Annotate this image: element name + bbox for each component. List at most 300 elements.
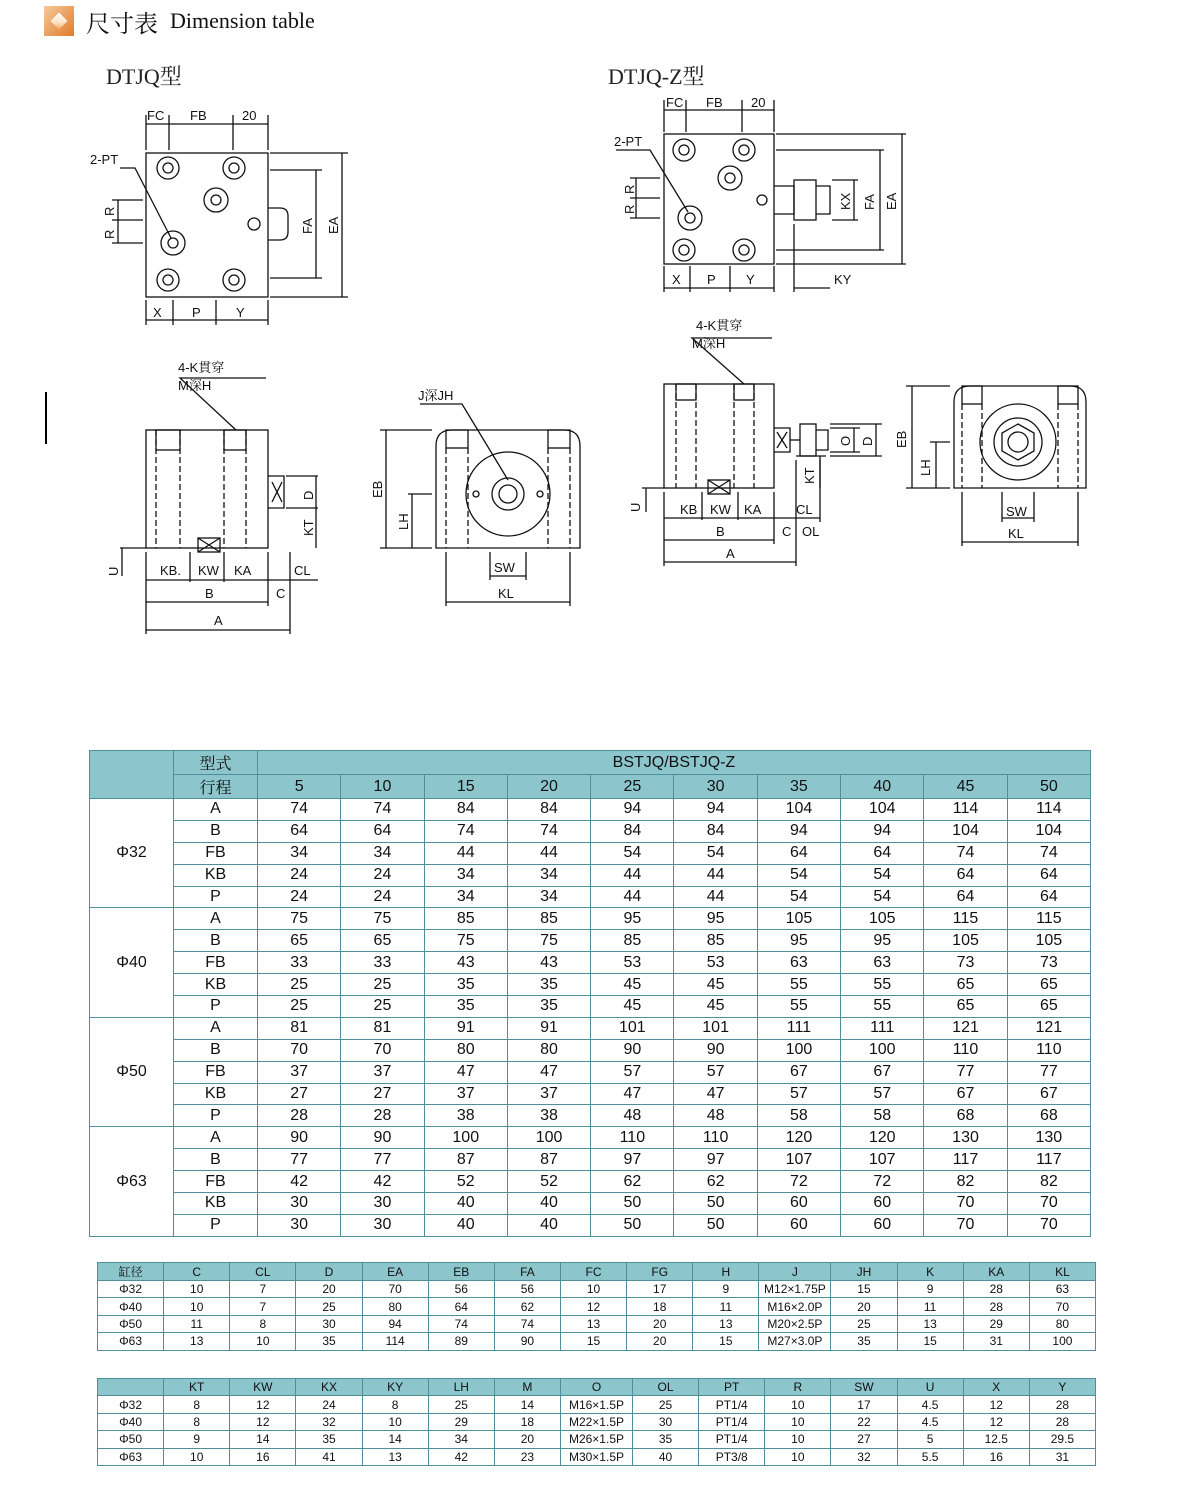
value-cell: 28	[1029, 1413, 1095, 1430]
label-y: Y	[236, 305, 245, 320]
value-cell: 30	[341, 1214, 424, 1236]
value-cell: 81	[341, 1017, 424, 1039]
value-cell: 42	[341, 1171, 424, 1193]
value-cell: 42	[428, 1448, 494, 1465]
value-cell: 84	[674, 820, 757, 842]
value-cell: 54	[841, 886, 924, 908]
value-cell: 70	[258, 1039, 341, 1061]
header-cell: X	[963, 1379, 1029, 1396]
header-cell: Y	[1029, 1379, 1095, 1396]
table-row	[98, 1281, 1096, 1298]
value-cell: 14	[494, 1396, 560, 1413]
value-cell: 62	[494, 1298, 560, 1315]
label-u: U	[106, 566, 121, 576]
dimension-name-cell: FB	[174, 952, 258, 974]
value-cell: 28	[963, 1281, 1029, 1298]
label-r-2: R	[102, 229, 117, 239]
value-cell: 100	[841, 1039, 924, 1061]
value-cell: 64	[428, 1298, 494, 1315]
value-cell: 91	[507, 1017, 590, 1039]
value-cell: 43	[424, 952, 507, 974]
header-cell: D	[296, 1263, 362, 1281]
table-row	[90, 1127, 1091, 1149]
value-cell: 44	[424, 842, 507, 864]
label-z-m-h: M深H	[692, 336, 726, 351]
value-cell: 64	[924, 886, 1007, 908]
value-cell: 38	[424, 1105, 507, 1127]
value-cell: 90	[258, 1127, 341, 1149]
table-row	[90, 952, 1091, 974]
value-cell: 130	[1007, 1127, 1090, 1149]
label-z-p: P	[707, 272, 716, 287]
label-z-r-1: R	[622, 184, 637, 194]
value-cell: 57	[674, 1061, 757, 1083]
stroke-label-cell: 行程	[174, 775, 258, 799]
label-p: P	[192, 305, 201, 320]
table-row	[90, 1214, 1091, 1236]
table-row	[90, 1017, 1091, 1039]
value-cell: 13	[693, 1315, 759, 1332]
value-cell: 37	[341, 1061, 424, 1083]
dimension-name-cell: KB	[174, 1083, 258, 1105]
table-row	[90, 799, 1091, 821]
header-cell: KW	[230, 1379, 296, 1396]
value-cell: 25	[831, 1315, 897, 1332]
value-cell: 15	[831, 1281, 897, 1298]
value-cell: 111	[757, 1017, 840, 1039]
value-cell: PT1/4	[699, 1431, 765, 1448]
value-cell: 38	[507, 1105, 590, 1127]
dimension-name-cell: A	[174, 799, 258, 821]
value-cell: 60	[841, 1214, 924, 1236]
value-cell: 90	[341, 1127, 424, 1149]
value-cell: 10	[164, 1298, 230, 1315]
value-cell: 10	[765, 1396, 831, 1413]
label-ka: KA	[234, 563, 252, 578]
value-cell: 64	[1007, 886, 1090, 908]
value-cell: 34	[507, 864, 590, 886]
stroke-header-cell: 50	[1007, 775, 1090, 799]
table-row	[90, 1061, 1091, 1083]
value-cell: 65	[924, 974, 1007, 996]
value-cell: 20	[627, 1315, 693, 1332]
header-cell: KT	[164, 1379, 230, 1396]
value-cell: Φ32	[98, 1396, 164, 1413]
value-cell: 60	[757, 1193, 840, 1215]
table-row	[98, 1298, 1096, 1315]
stroke-header-cell: 5	[258, 775, 341, 799]
value-cell: 30	[341, 1193, 424, 1215]
value-cell: 47	[424, 1061, 507, 1083]
header-cell: 缸径	[98, 1263, 164, 1281]
value-cell: 85	[591, 930, 674, 952]
value-cell: 80	[424, 1039, 507, 1061]
table-header-row	[90, 751, 1091, 775]
value-cell: 8	[164, 1413, 230, 1430]
value-cell: 120	[757, 1127, 840, 1149]
series-cell: BSTJQ/BSTJQ-Z	[258, 751, 1091, 775]
value-cell: 44	[591, 864, 674, 886]
value-cell: PT1/4	[699, 1396, 765, 1413]
value-cell: 57	[841, 1083, 924, 1105]
stroke-header-cell: 25	[591, 775, 674, 799]
header-cell	[98, 1379, 164, 1396]
value-cell: 9	[693, 1281, 759, 1298]
value-cell: 7	[230, 1281, 296, 1298]
header-cell: KL	[1029, 1263, 1095, 1281]
value-cell: 100	[507, 1127, 590, 1149]
value-cell: 54	[591, 842, 674, 864]
value-cell: 35	[424, 996, 507, 1018]
value-cell: 75	[507, 930, 590, 952]
value-cell: 70	[1007, 1214, 1090, 1236]
header-cell: C	[164, 1263, 230, 1281]
value-cell: 35	[632, 1431, 698, 1448]
value-cell: 85	[424, 908, 507, 930]
value-cell: 32	[831, 1448, 897, 1465]
value-cell: 54	[674, 842, 757, 864]
label-z-o: O	[838, 435, 853, 446]
value-cell: Φ63	[98, 1448, 164, 1465]
label-fb: FB	[190, 108, 207, 123]
label-fa: FA	[300, 218, 315, 234]
value-cell: 7	[230, 1298, 296, 1315]
dtjq-z-side-view	[906, 386, 1086, 546]
value-cell: 12	[230, 1396, 296, 1413]
value-cell: 20	[296, 1281, 362, 1298]
value-cell: M20×2.5P	[759, 1315, 831, 1332]
value-cell: M30×1.5P	[560, 1448, 632, 1465]
value-cell: 13	[164, 1333, 230, 1350]
value-cell: 58	[757, 1105, 840, 1127]
table-row	[98, 1448, 1096, 1465]
value-cell: 44	[674, 864, 757, 886]
label-kt: KT	[301, 519, 316, 536]
value-cell: 24	[341, 886, 424, 908]
header-cell: R	[765, 1379, 831, 1396]
table-corner-cell	[90, 751, 174, 799]
value-cell: Φ32	[98, 1281, 164, 1298]
dimension-name-cell: B	[174, 930, 258, 952]
value-cell: 64	[757, 842, 840, 864]
value-cell: 25	[341, 996, 424, 1018]
value-cell: 74	[341, 799, 424, 821]
label-a: A	[214, 613, 223, 628]
value-cell: 100	[757, 1039, 840, 1061]
value-cell: 65	[258, 930, 341, 952]
header-cell: H	[693, 1263, 759, 1281]
value-cell: 65	[1007, 974, 1090, 996]
value-cell: 14	[362, 1431, 428, 1448]
value-cell: 70	[924, 1214, 1007, 1236]
label-ea: EA	[326, 216, 341, 234]
dimension-name-cell: FB	[174, 1171, 258, 1193]
value-cell: 10	[362, 1413, 428, 1430]
value-cell: 94	[362, 1315, 428, 1332]
value-cell: 25	[258, 974, 341, 996]
dimension-name-cell: P	[174, 1105, 258, 1127]
header-cell: K	[897, 1263, 963, 1281]
value-cell: 35	[507, 996, 590, 1018]
value-cell: 105	[757, 908, 840, 930]
value-cell: 20	[831, 1298, 897, 1315]
value-cell: 65	[924, 996, 1007, 1018]
value-cell: 44	[591, 886, 674, 908]
table-row	[90, 930, 1091, 952]
value-cell: 10	[560, 1281, 626, 1298]
value-cell: 13	[362, 1448, 428, 1465]
bore-cell: Φ40	[90, 908, 174, 1017]
value-cell: 120	[841, 1127, 924, 1149]
value-cell: 40	[424, 1193, 507, 1215]
table-row	[98, 1431, 1096, 1448]
value-cell: 73	[924, 952, 1007, 974]
value-cell: 24	[258, 886, 341, 908]
value-cell: 12	[560, 1298, 626, 1315]
value-cell: 5.5	[897, 1448, 963, 1465]
value-cell: 48	[591, 1105, 674, 1127]
value-cell: 64	[841, 842, 924, 864]
header-cell: SW	[831, 1379, 897, 1396]
label-z-x: X	[672, 272, 681, 287]
table-row	[90, 1105, 1091, 1127]
label-x: X	[153, 305, 162, 320]
value-cell: 30	[632, 1413, 698, 1430]
value-cell: 73	[1007, 952, 1090, 974]
dtjq-front-view	[120, 378, 318, 634]
value-cell: M16×2.0P	[759, 1298, 831, 1315]
value-cell: 104	[841, 799, 924, 821]
value-cell: 33	[258, 952, 341, 974]
value-cell: 63	[757, 952, 840, 974]
value-cell: 104	[757, 799, 840, 821]
value-cell: 74	[424, 820, 507, 842]
label-z-d: D	[860, 436, 875, 446]
bore-cell: Φ63	[90, 1127, 174, 1236]
value-cell: 55	[841, 996, 924, 1018]
label-z-y: Y	[746, 272, 755, 287]
value-cell: Φ40	[98, 1413, 164, 1430]
value-cell: 62	[674, 1171, 757, 1193]
table-row	[90, 864, 1091, 886]
header-cell: OL	[632, 1379, 698, 1396]
value-cell: M26×1.5P	[560, 1431, 632, 1448]
value-cell: 53	[674, 952, 757, 974]
value-cell: 27	[341, 1083, 424, 1105]
dimension-table-2	[97, 1262, 1096, 1351]
value-cell: 67	[757, 1061, 840, 1083]
stroke-header-cell: 45	[924, 775, 1007, 799]
label-z-r-2: R	[622, 204, 637, 214]
value-cell: 24	[341, 864, 424, 886]
dimension-name-cell: KB	[174, 974, 258, 996]
value-cell: 33	[341, 952, 424, 974]
label-z-kx: KX	[838, 192, 853, 210]
table-row	[90, 908, 1091, 930]
label-j-jh: J深JH	[418, 388, 454, 403]
value-cell: 68	[924, 1105, 1007, 1127]
value-cell: 55	[841, 974, 924, 996]
value-cell: 114	[1007, 799, 1090, 821]
value-cell: 50	[674, 1193, 757, 1215]
value-cell: 27	[258, 1083, 341, 1105]
value-cell: 45	[591, 996, 674, 1018]
label-z-kb: KB	[680, 502, 698, 517]
table-row	[90, 974, 1091, 996]
technical-drawings	[0, 0, 1200, 700]
value-cell: 44	[674, 886, 757, 908]
value-cell: 25	[258, 996, 341, 1018]
value-cell: 45	[591, 974, 674, 996]
value-cell: 34	[341, 842, 424, 864]
label-z-sw: SW	[1006, 504, 1027, 519]
value-cell: 34	[428, 1431, 494, 1448]
header-cell: FG	[627, 1263, 693, 1281]
value-cell: PT1/4	[699, 1413, 765, 1430]
value-cell: 107	[757, 1149, 840, 1171]
value-cell: 77	[1007, 1061, 1090, 1083]
value-cell: 90	[494, 1333, 560, 1350]
value-cell: 12	[963, 1396, 1029, 1413]
value-cell: 15	[897, 1333, 963, 1350]
value-cell: 8	[230, 1315, 296, 1332]
value-cell: 35	[296, 1431, 362, 1448]
value-cell: 55	[757, 974, 840, 996]
drawing-title-dtjq-z: DTJQ-Z型	[608, 64, 705, 89]
dimension-name-cell: FB	[174, 842, 258, 864]
value-cell: 65	[341, 930, 424, 952]
table-row	[98, 1413, 1096, 1430]
value-cell: 40	[632, 1448, 698, 1465]
value-cell: 40	[507, 1214, 590, 1236]
value-cell: 47	[674, 1083, 757, 1105]
value-cell: 101	[674, 1017, 757, 1039]
value-cell: 95	[841, 930, 924, 952]
value-cell: 17	[831, 1396, 897, 1413]
value-cell: 97	[591, 1149, 674, 1171]
value-cell: 75	[341, 908, 424, 930]
value-cell: 30	[258, 1193, 341, 1215]
value-cell: 9	[897, 1281, 963, 1298]
value-cell: M12×1.75P	[759, 1281, 831, 1298]
label-z-kl: KL	[1008, 526, 1024, 541]
value-cell: 64	[258, 820, 341, 842]
value-cell: 70	[1029, 1298, 1095, 1315]
value-cell: 74	[1007, 842, 1090, 864]
value-cell: 34	[258, 842, 341, 864]
value-cell: 81	[258, 1017, 341, 1039]
value-cell: 29	[428, 1413, 494, 1430]
value-cell: 23	[494, 1448, 560, 1465]
value-cell: 54	[841, 864, 924, 886]
dimension-name-cell: P	[174, 1214, 258, 1236]
label-m-h: M深H	[178, 378, 212, 393]
value-cell: 110	[924, 1039, 1007, 1061]
table-header-row	[98, 1263, 1096, 1281]
value-cell: 70	[924, 1193, 1007, 1215]
value-cell: 114	[924, 799, 1007, 821]
label-z-ol: OL	[802, 524, 820, 539]
value-cell: 25	[296, 1298, 362, 1315]
value-cell: 11	[164, 1315, 230, 1332]
label-z-kw: KW	[710, 502, 731, 517]
value-cell: 35	[507, 974, 590, 996]
stroke-header-cell: 40	[841, 775, 924, 799]
bore-cell: Φ50	[90, 1017, 174, 1126]
value-cell: 9	[164, 1431, 230, 1448]
value-cell: 94	[591, 799, 674, 821]
header-cell: FC	[560, 1263, 626, 1281]
header-cell: M	[494, 1379, 560, 1396]
value-cell: 74	[924, 842, 1007, 864]
label-z-fa: FA	[862, 194, 877, 210]
header-cell: PT	[699, 1379, 765, 1396]
label-kl: KL	[498, 586, 514, 601]
value-cell: 25	[341, 974, 424, 996]
value-cell: 48	[674, 1105, 757, 1127]
value-cell: 77	[258, 1149, 341, 1171]
table-row	[90, 1193, 1091, 1215]
label-lh: LH	[396, 513, 411, 530]
value-cell: 84	[591, 820, 674, 842]
value-cell: 111	[841, 1017, 924, 1039]
header-cell: O	[560, 1379, 632, 1396]
value-cell: 56	[428, 1281, 494, 1298]
value-cell: 87	[424, 1149, 507, 1171]
value-cell: 31	[963, 1333, 1029, 1350]
value-cell: 20	[494, 1431, 560, 1448]
value-cell: 70	[341, 1039, 424, 1061]
label-z-ka: KA	[744, 502, 762, 517]
value-cell: 77	[924, 1061, 1007, 1083]
value-cell: 80	[1029, 1315, 1095, 1332]
value-cell: 8	[362, 1396, 428, 1413]
bore-cell: Φ32	[90, 799, 174, 908]
table-row	[90, 1039, 1091, 1061]
value-cell: 65	[1007, 996, 1090, 1018]
label-z-cl: CL	[796, 502, 813, 517]
dimension-name-cell: KB	[174, 1193, 258, 1215]
value-cell: 11	[897, 1298, 963, 1315]
table-row	[90, 842, 1091, 864]
label-z-c: C	[782, 524, 792, 539]
value-cell: 40	[507, 1193, 590, 1215]
label-d: D	[301, 490, 316, 500]
value-cell: 15	[560, 1333, 626, 1350]
value-cell: 74	[494, 1315, 560, 1332]
label-z-kt: KT	[802, 467, 817, 484]
value-cell: Φ63	[98, 1333, 164, 1350]
label-z-2-pt: 2-PT	[614, 134, 643, 149]
header-cell: JH	[831, 1263, 897, 1281]
value-cell: 5	[897, 1431, 963, 1448]
value-cell: M16×1.5P	[560, 1396, 632, 1413]
value-cell: 74	[428, 1315, 494, 1332]
value-cell: 110	[1007, 1039, 1090, 1061]
label-cl: CL	[294, 563, 311, 578]
value-cell: 105	[924, 930, 1007, 952]
value-cell: 84	[507, 799, 590, 821]
value-cell: 4.5	[897, 1396, 963, 1413]
dimension-name-cell: FB	[174, 1061, 258, 1083]
value-cell: 20	[627, 1333, 693, 1350]
value-cell: 35	[831, 1333, 897, 1350]
label-c: C	[276, 586, 286, 601]
main-dimension-table	[89, 750, 1091, 1237]
value-cell: 44	[507, 842, 590, 864]
value-cell: 57	[591, 1061, 674, 1083]
dimension-name-cell: A	[174, 1017, 258, 1039]
